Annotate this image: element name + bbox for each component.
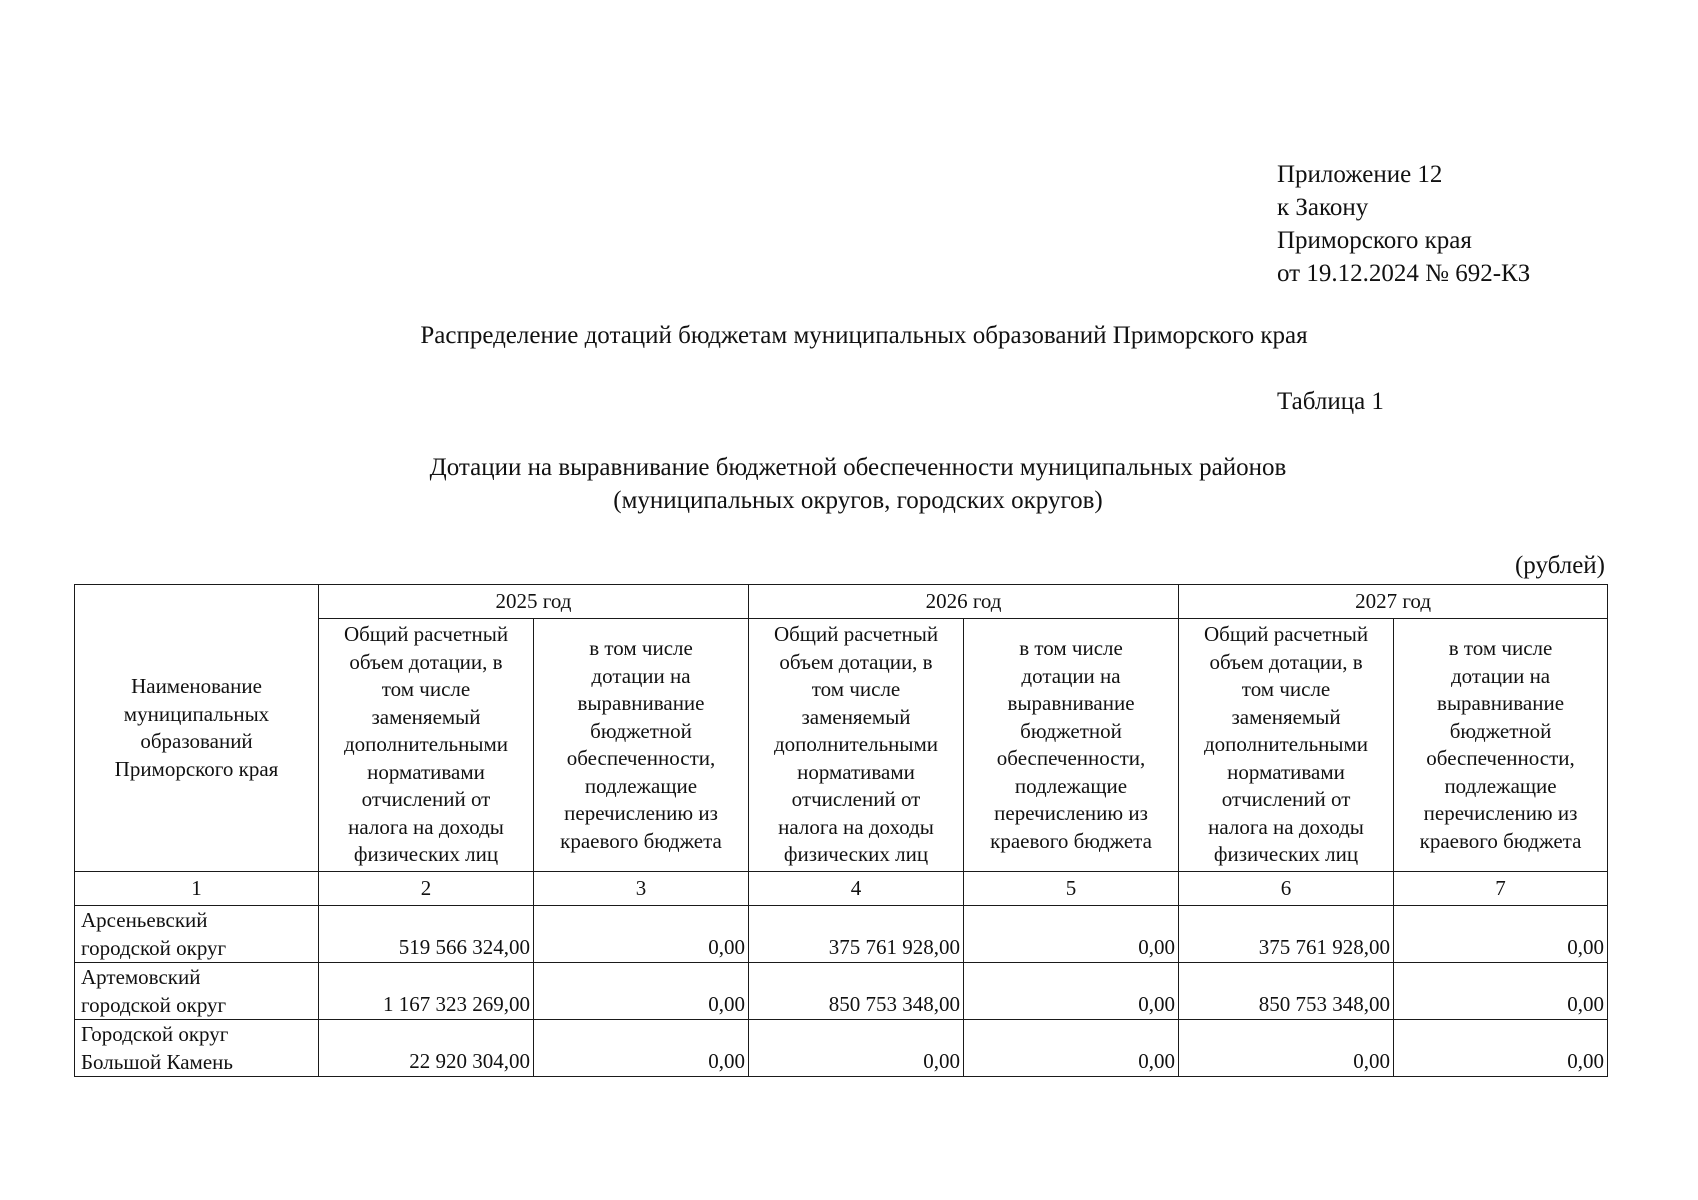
- value-cell: 0,00: [1179, 1020, 1394, 1077]
- total-volume-header-text: Общий расчетный объем дотации, в том числе заменяемый дополнительными нормативами отчислений от налога на доходы физических лиц: [1203, 622, 1369, 867]
- units-label: (рублей): [1514, 552, 1605, 579]
- value-cell: 0,00: [1394, 906, 1608, 963]
- table-row: [75, 1020, 1608, 1077]
- value-cell: 0,00: [1394, 1020, 1608, 1077]
- table-title: [0, 451, 1698, 517]
- value-cell: 0,00: [964, 963, 1179, 1020]
- transfer-portion-header-2025: [534, 619, 749, 872]
- document-title-text: Распределение дотаций бюджетам муниципальных образований Приморского края: [420, 322, 1308, 349]
- municipality-name: [75, 1020, 319, 1077]
- value-cell: 519 566 324,00: [319, 906, 534, 963]
- transfer-portion-header-text: в том числе дотации на выравнивание бюджетной обеспеченности, подлежащие перечислению из краевого бюджета: [990, 636, 1152, 853]
- municipality-name-text: Артемовский городской округ: [81, 965, 227, 1017]
- column-number: 3: [534, 872, 749, 906]
- table-title-line-1: Дотации на выравнивание бюджетной обеспеченности муниципальных районов: [429, 454, 1287, 481]
- value-cell: 0,00: [534, 1020, 749, 1077]
- appendix-region: Приморского края: [1277, 227, 1472, 254]
- column-number: 5: [964, 872, 1179, 906]
- value-cell: 375 761 928,00: [1179, 906, 1394, 963]
- table-row: [75, 963, 1608, 1020]
- transfer-portion-header-2027: [1394, 619, 1608, 872]
- municipality-name-text: Городской округ Большой Камень: [81, 1022, 233, 1074]
- table-title-line-2: (муниципальных округов, городских округов): [613, 487, 1103, 514]
- appendix-law-ref: к Закону: [1277, 194, 1369, 221]
- total-volume-header-text: Общий расчетный объем дотации, в том числе заменяемый дополнительными нормативами отчислений от налога на доходы физических лиц: [773, 622, 939, 867]
- municipality-name-header: [75, 585, 319, 872]
- municipality-name: [75, 963, 319, 1020]
- column-number: 2: [319, 872, 534, 906]
- column-number: 7: [1394, 872, 1608, 906]
- value-cell: 0,00: [534, 906, 749, 963]
- municipality-name: [75, 906, 319, 963]
- value-cell: 0,00: [534, 963, 749, 1020]
- document-title: [0, 320, 1698, 352]
- transfer-portion-header-text: в том числе дотации на выравнивание бюджетной обеспеченности, подлежащие перечислению из краевого бюджета: [560, 636, 722, 853]
- value-cell: 22 920 304,00: [319, 1020, 534, 1077]
- year-header-2026: 2026 год: [749, 585, 1179, 619]
- appendix-number: Приложение 12: [1277, 161, 1443, 188]
- value-cell: 375 761 928,00: [749, 906, 964, 963]
- subsidies-table: [74, 584, 1608, 1077]
- total-volume-header-text: Общий расчетный объем дотации, в том числе заменяемый дополнительными нормативами отчислений от налога на доходы физических лиц: [343, 622, 509, 867]
- appendix-block: [1277, 158, 1530, 290]
- table-row: [75, 906, 1608, 963]
- year-header-row: [75, 585, 1608, 619]
- value-cell: 1 167 323 269,00: [319, 963, 534, 1020]
- column-number-row: [75, 872, 1608, 906]
- value-cell: 0,00: [749, 1020, 964, 1077]
- appendix-date-number: от 19.12.2024 № 692-КЗ: [1277, 260, 1531, 287]
- column-number: 4: [749, 872, 964, 906]
- municipality-name-text: Арсеньевский городской округ: [81, 908, 227, 960]
- value-cell: 850 753 348,00: [749, 963, 964, 1020]
- transfer-portion-header-text: в том числе дотации на выравнивание бюджетной обеспеченности, подлежащие перечислению из краевого бюджета: [1419, 636, 1582, 853]
- table-number: Таблица 1: [1277, 388, 1384, 415]
- year-header-2027: 2027 год: [1179, 585, 1608, 619]
- value-cell: 0,00: [1394, 963, 1608, 1020]
- column-number: 1: [75, 872, 319, 906]
- value-cell: 0,00: [964, 1020, 1179, 1077]
- value-cell: 0,00: [964, 906, 1179, 963]
- transfer-portion-header-2026: [964, 619, 1179, 872]
- year-header-2025: 2025 год: [319, 585, 749, 619]
- total-volume-header-2025: [319, 619, 534, 872]
- value-cell: 850 753 348,00: [1179, 963, 1394, 1020]
- total-volume-header-2027: [1179, 619, 1394, 872]
- municipality-name-header-text: Наименование муниципальных образований Приморского края: [114, 674, 279, 781]
- total-volume-header-2026: [749, 619, 964, 872]
- column-number: 6: [1179, 872, 1394, 906]
